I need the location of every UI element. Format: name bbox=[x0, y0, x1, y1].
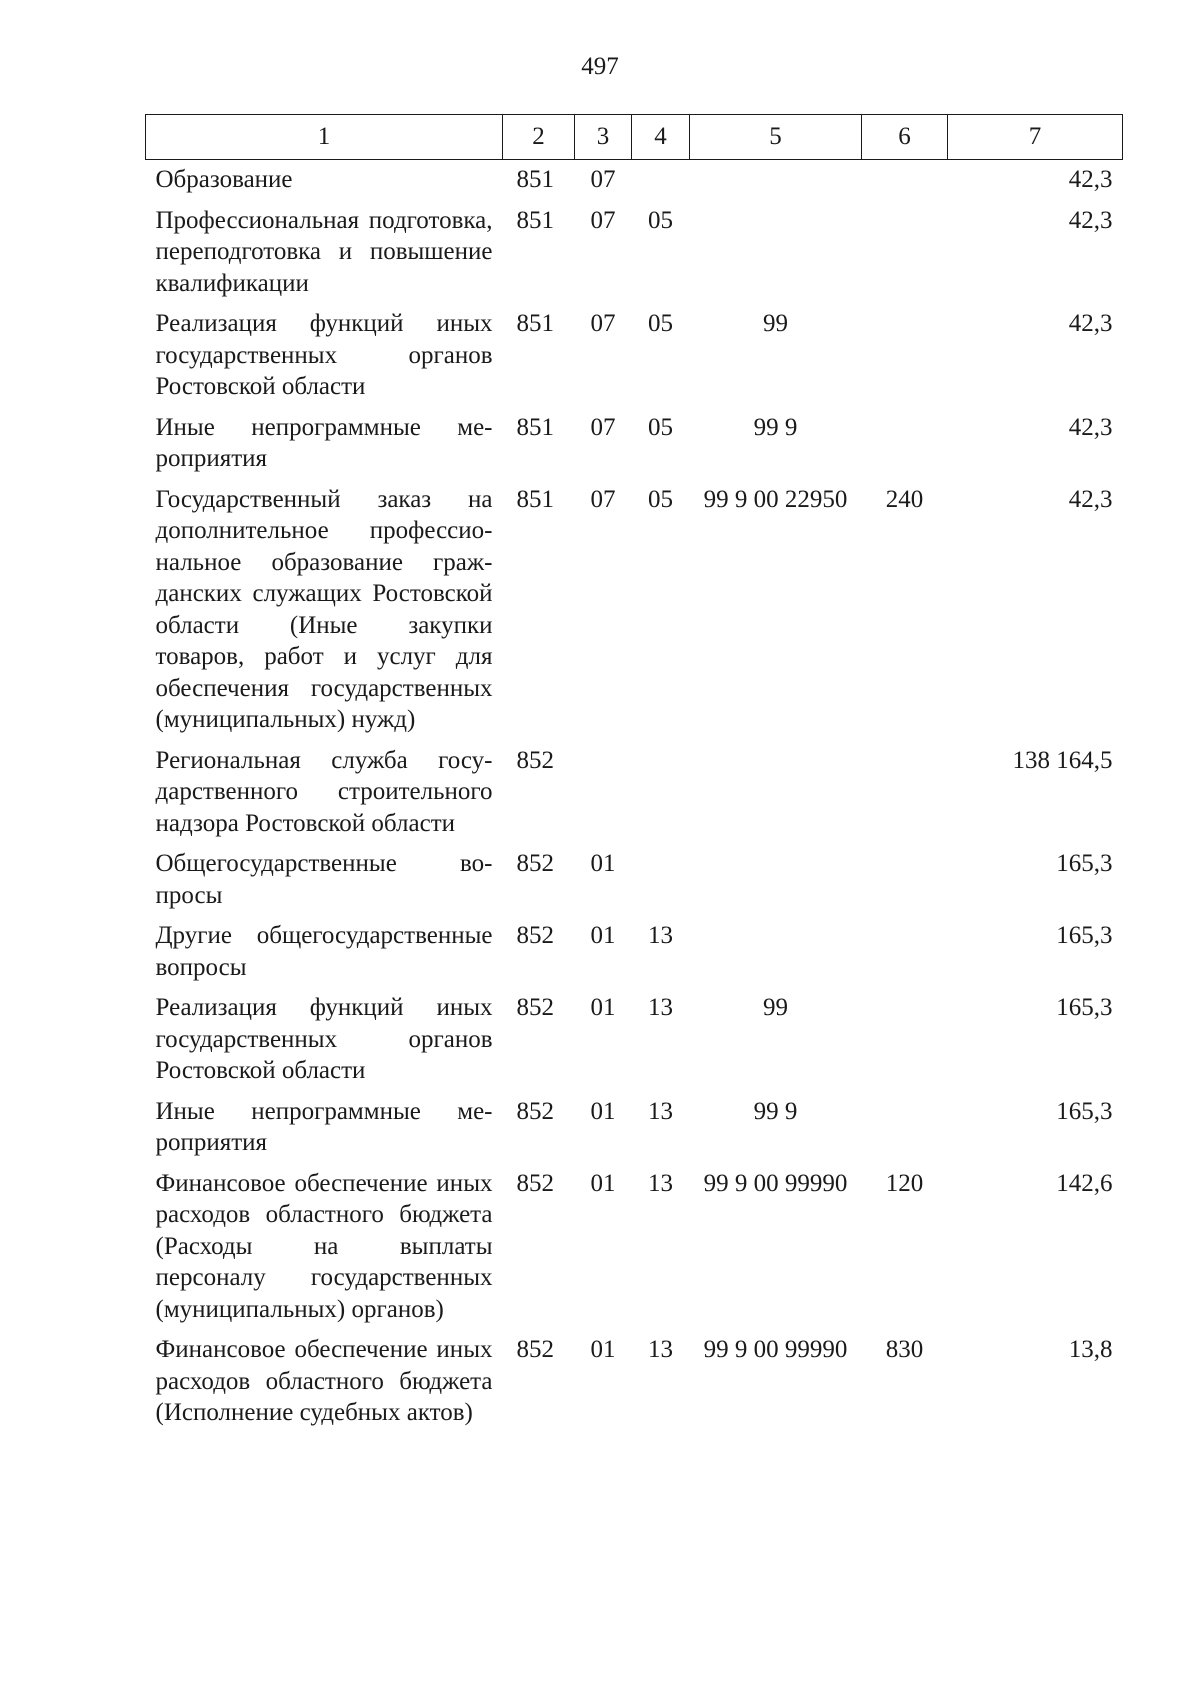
row-name: Финансовое обеспечение иных расходов областного бюджета (Исполнение судебных актов) bbox=[155, 1336, 493, 1426]
row-col-7: 42,3 bbox=[1068, 485, 1113, 513]
row-col-7: 165,3 bbox=[1056, 922, 1113, 949]
row-col-3: 01 bbox=[590, 1169, 616, 1197]
header-col-1: 1 bbox=[146, 115, 503, 160]
row-col-4: 05 bbox=[648, 413, 673, 441]
row-col-6: 830 bbox=[885, 1336, 924, 1363]
row-col-3: 01 bbox=[590, 850, 616, 877]
row-col-2: 851 bbox=[516, 485, 554, 513]
row-col-5 bbox=[690, 160, 862, 205]
row-col-3: 07 bbox=[590, 413, 616, 441]
table-row bbox=[146, 205, 1123, 309]
row-col-2: 852 bbox=[516, 1336, 554, 1363]
row-name: Региональная служба государственного строительного надзора Ростовской области bbox=[155, 746, 493, 837]
row-col-6 bbox=[862, 848, 948, 920]
row-col-5: 99 9 00 99990 bbox=[703, 1169, 848, 1197]
header-col-5: 5 bbox=[690, 115, 862, 160]
table-row bbox=[146, 745, 1123, 849]
row-col-7: 42,3 bbox=[1068, 413, 1113, 441]
row-col-6 bbox=[862, 412, 948, 484]
row-col-5 bbox=[690, 745, 862, 849]
row-col-3 bbox=[575, 745, 632, 849]
row-col-3: 01 bbox=[590, 922, 616, 949]
header-col-2: 2 bbox=[503, 115, 575, 160]
row-col-4: 05 bbox=[648, 485, 673, 513]
row-col-6 bbox=[862, 745, 948, 849]
row-name: Реализация функций иных государственных органов Ростовской области bbox=[155, 310, 493, 400]
row-col-5 bbox=[690, 848, 862, 920]
row-col-6 bbox=[862, 205, 948, 309]
row-name: Иные непрограммные мероприятия bbox=[155, 1097, 493, 1156]
table-row bbox=[146, 412, 1123, 484]
row-name: Реализация функций иных государственных органов Ростовской области bbox=[155, 994, 493, 1084]
row-col-7: 165,3 bbox=[1056, 1097, 1113, 1125]
row-col-5 bbox=[690, 205, 862, 309]
table-row bbox=[146, 992, 1123, 1096]
row-col-3: 07 bbox=[590, 206, 616, 234]
row-col-7: 165,3 bbox=[1056, 994, 1113, 1021]
header-col-6: 6 bbox=[862, 115, 948, 160]
row-col-6: 120 bbox=[885, 1169, 924, 1197]
row-col-2: 852 bbox=[516, 1169, 554, 1197]
table-row bbox=[146, 920, 1123, 992]
table-body bbox=[146, 160, 1123, 1438]
table-row bbox=[146, 160, 1123, 205]
row-col-3: 07 bbox=[590, 310, 616, 337]
row-col-2: 851 bbox=[516, 206, 554, 234]
header-col-4: 4 bbox=[632, 115, 690, 160]
page-number: 497 bbox=[581, 53, 619, 80]
row-col-4: 05 bbox=[648, 310, 673, 337]
row-col-2: 852 bbox=[516, 1097, 554, 1125]
row-col-3: 07 bbox=[590, 166, 616, 193]
row-col-5: 99 9 bbox=[753, 413, 798, 441]
table-row bbox=[146, 1334, 1123, 1438]
header-col-3: 3 bbox=[575, 115, 632, 160]
row-col-3: 01 bbox=[590, 994, 616, 1021]
row-name: Общегосударственные вопросы bbox=[155, 850, 493, 909]
table-row bbox=[146, 848, 1123, 920]
row-col-4: 05 bbox=[648, 206, 673, 234]
row-name: Финансовое обеспечение иных расходов областного бюджета (Расходы на выплаты персоналу государственных (муниципальных) органов) bbox=[155, 1169, 493, 1323]
row-col-2: 852 bbox=[516, 746, 554, 774]
row-col-4: 13 bbox=[648, 994, 673, 1021]
header-row bbox=[146, 115, 1123, 160]
row-col-6 bbox=[862, 308, 948, 412]
table-row bbox=[146, 1168, 1123, 1335]
row-col-6: 240 bbox=[885, 485, 924, 513]
row-col-3: 07 bbox=[590, 485, 616, 513]
row-col-4 bbox=[632, 745, 690, 849]
row-col-2: 851 bbox=[516, 413, 554, 441]
row-col-5: 99 9 00 99990 bbox=[703, 1336, 848, 1363]
row-name: Иные непрограммные мероприятия bbox=[155, 413, 493, 472]
row-name: Профессиональная подготовка, переподготовка и повышение квалификации bbox=[155, 206, 493, 297]
row-col-2: 851 bbox=[516, 310, 554, 337]
table-row bbox=[146, 308, 1123, 412]
row-col-7: 142,6 bbox=[1056, 1169, 1113, 1197]
row-name: Другие общегосударственные вопросы bbox=[155, 922, 493, 981]
table-header bbox=[146, 115, 1123, 160]
row-col-7: 42,3 bbox=[1068, 166, 1113, 193]
budget-table bbox=[145, 114, 1123, 1438]
row-col-5 bbox=[690, 920, 862, 992]
table-row bbox=[146, 1096, 1123, 1168]
row-col-2: 851 bbox=[516, 166, 554, 193]
row-col-2: 852 bbox=[516, 922, 554, 949]
row-col-5: 99 bbox=[763, 994, 788, 1021]
row-col-7: 138 164,5 bbox=[1012, 746, 1113, 774]
table-row bbox=[146, 484, 1123, 745]
row-col-7: 42,3 bbox=[1068, 206, 1113, 234]
row-col-4: 13 bbox=[648, 922, 673, 949]
row-col-5: 99 9 bbox=[753, 1097, 798, 1125]
row-col-4: 13 bbox=[648, 1169, 673, 1197]
row-col-7: 13,8 bbox=[1068, 1336, 1113, 1363]
row-col-4 bbox=[632, 848, 690, 920]
row-col-2: 852 bbox=[516, 994, 554, 1021]
row-name: Образование bbox=[155, 166, 293, 193]
row-col-4: 13 bbox=[648, 1336, 673, 1363]
header-col-7: 7 bbox=[948, 115, 1123, 160]
row-col-3: 01 bbox=[590, 1336, 616, 1363]
row-col-6 bbox=[862, 920, 948, 992]
row-name: Государственный заказ на дополнительное профессиональное образование гражданских служащих Ростовской области (Иные закупки товаров, работ и услуг для обеспечения государственных (муниципальных) нужд) bbox=[155, 485, 493, 733]
row-col-5: 99 9 00 22950 bbox=[703, 485, 848, 513]
row-col-6 bbox=[862, 992, 948, 1096]
row-col-6 bbox=[862, 160, 948, 205]
row-col-5: 99 bbox=[763, 310, 788, 337]
row-col-7: 165,3 bbox=[1056, 850, 1113, 877]
row-col-7: 42,3 bbox=[1068, 310, 1113, 337]
row-col-4 bbox=[632, 160, 690, 205]
row-col-2: 852 bbox=[516, 850, 554, 877]
row-col-3: 01 bbox=[590, 1097, 616, 1125]
row-col-4: 13 bbox=[648, 1097, 673, 1125]
row-col-6 bbox=[862, 1096, 948, 1168]
